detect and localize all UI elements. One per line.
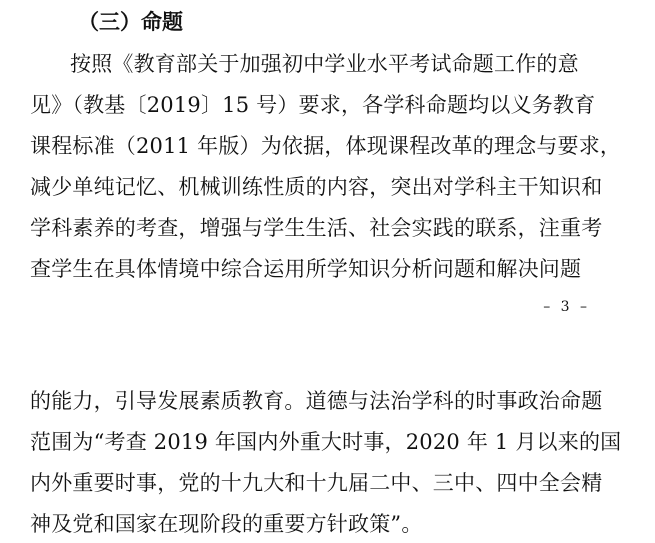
paragraph-line-2: 见》（教基〔2019〕15 号）要求，各学科命题均以义务教育 [30, 93, 596, 117]
page-number: – 3 – [543, 299, 590, 315]
paragraph-line-10: 神及党和国家在现阶段的重要方针政策”。 [30, 512, 423, 536]
paragraph-line-8: 范围为“考查 2019 年国内外重大时事，2020 年 1 月以来的国 [30, 430, 622, 454]
paragraph-line-7: 的能力，引导发展素质教育。道德与法治学科的时事政治命题 [30, 389, 603, 413]
section-heading: （三）命题 [78, 10, 183, 34]
paragraph-line-5: 学科素养的考查，增强与学生生活、社会实践的联系，注重考 [30, 216, 603, 240]
paragraph-line-6: 查学生在具体情境中综合运用所学知识分析问题和解决问题 [30, 257, 582, 281]
paragraph-line-1: 按照《教育部关于加强初中学业水平考试命题工作的意 [70, 52, 579, 76]
paragraph-line-3: 课程标准（2011 年版）为依据，体现课程改革的理念与要求， [30, 134, 622, 158]
paragraph-line-4: 减少单纯记忆、机械训练性质的内容，突出对学科主干知识和 [30, 175, 603, 199]
paragraph-line-9: 内外重要时事，党的十九大和十九届二中、三中、四中全会精 [30, 471, 603, 495]
